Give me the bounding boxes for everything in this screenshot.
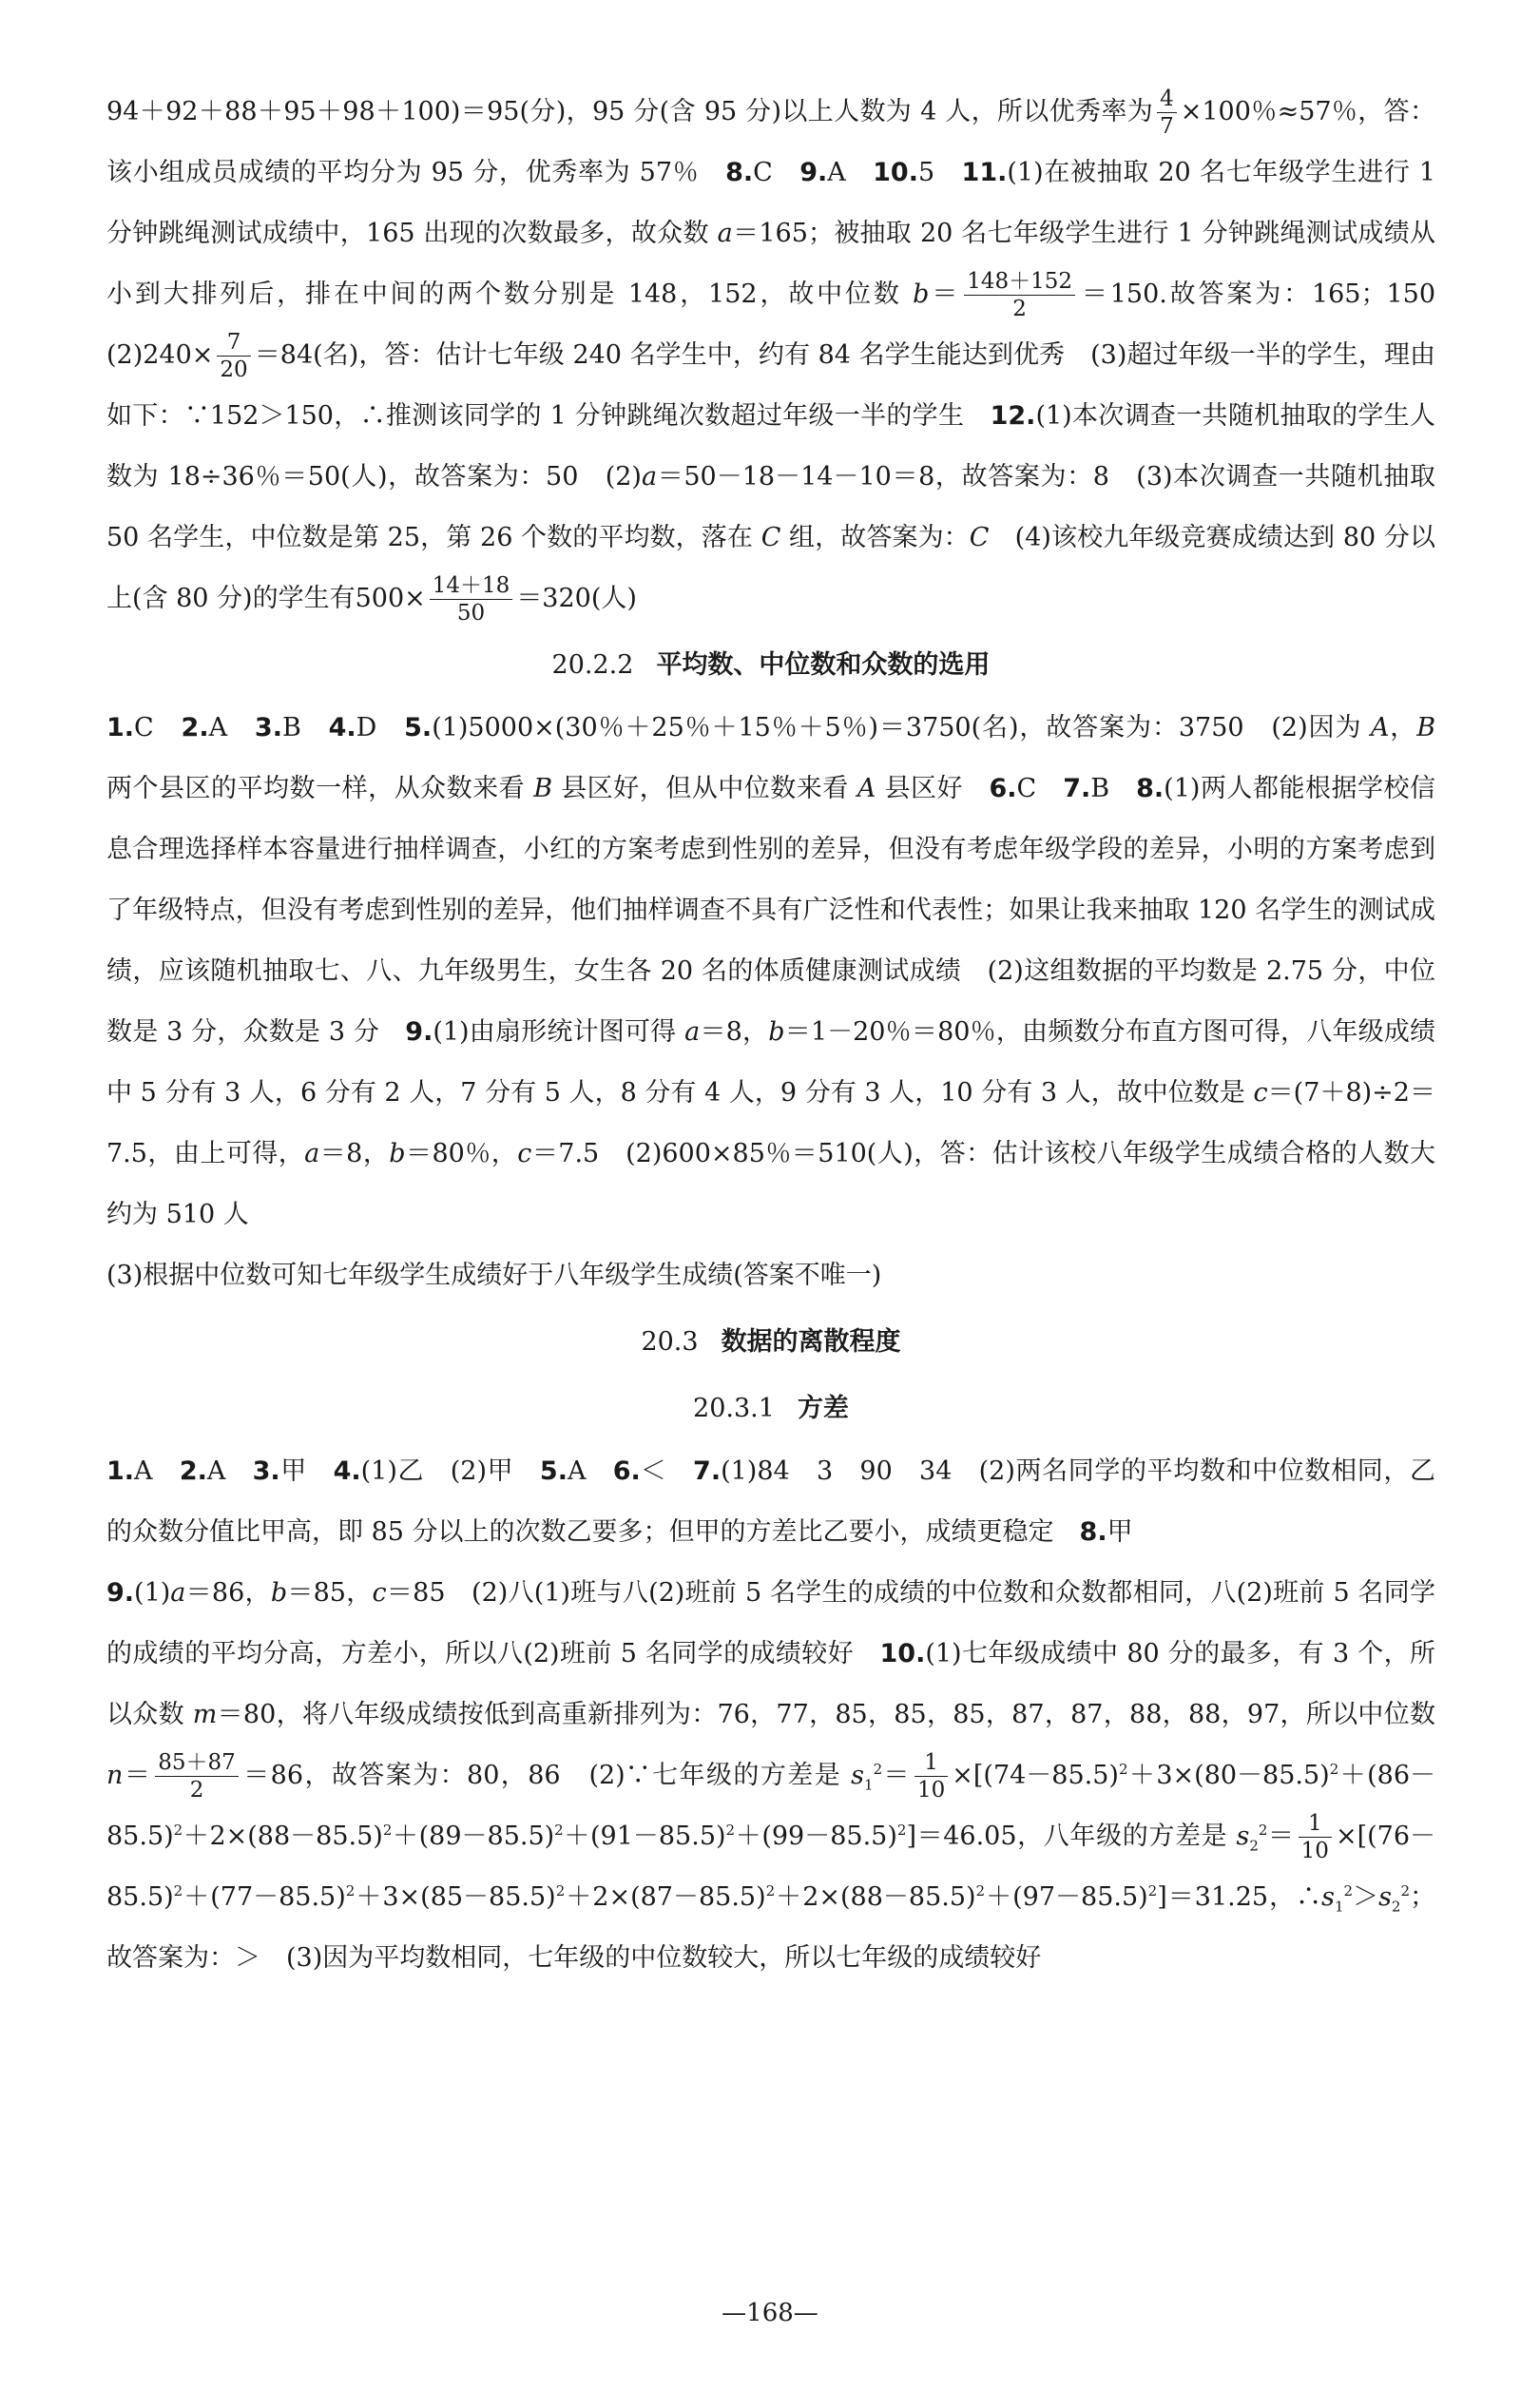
text: ×100％≈ — [1180, 97, 1299, 126]
text: ＋2×(88－85.5) — [183, 1822, 383, 1851]
text: ＝86， — [185, 1578, 271, 1608]
text: 500× — [355, 584, 426, 613]
denominator: 10 — [1300, 1839, 1329, 1863]
question-number: 11. — [961, 158, 1008, 187]
text: ＋(89－85.5) — [392, 1822, 555, 1851]
numerator: 4 — [1157, 86, 1177, 113]
denominator: 2 — [189, 1778, 204, 1803]
question-number: 2. — [181, 713, 209, 742]
text: ＝50－18－14－10＝8，故答案为：8 (3)本次调查一共随机抽取 50 名学生，中位数是第 25，第 26 个数的平均数，落在 — [106, 462, 1436, 552]
superscript: 2 — [765, 1882, 776, 1899]
text: 县区好，但从中位数来看 — [552, 774, 857, 803]
text: ＝ — [929, 280, 961, 309]
answer: C — [1016, 774, 1064, 803]
answer: 甲 — [279, 1456, 334, 1486]
text: (1) — [134, 1578, 171, 1608]
question-number: 10. — [879, 1639, 926, 1668]
text: ＝(7＋8)÷2＝7.5，由上可得， — [106, 1078, 1436, 1168]
question-number: 8. — [725, 158, 754, 187]
text: ＋(97－85.5) — [985, 1882, 1148, 1912]
variance-symbol: s — [1236, 1822, 1250, 1851]
subscript: 1 — [864, 1776, 874, 1794]
text: ]＝46.05，八年级的方差是 — [906, 1822, 1237, 1851]
superscript: 2 — [173, 1822, 183, 1839]
text: ＞ — [1353, 1882, 1379, 1912]
variable: b — [270, 1578, 288, 1608]
answer: A — [208, 713, 255, 742]
section-title: 数据的离散程度 — [721, 1327, 901, 1357]
text: ＋(77－85.5) — [183, 1882, 346, 1912]
answer: C — [134, 713, 182, 742]
variable: a — [304, 1139, 320, 1168]
text: (1)5000×(30％＋25％＋15％＋5％)＝3750(名)，故答案为：3750 (2)因为 — [432, 713, 1371, 742]
section-number: 20.2.2 — [551, 650, 634, 680]
text: ]＝31.25，∴ — [1157, 1882, 1322, 1912]
answer: A — [134, 1456, 180, 1486]
numerator: 7 — [217, 329, 250, 357]
variable: m — [192, 1700, 218, 1729]
superscript: 2 — [1400, 1882, 1411, 1899]
superscript: 2 — [554, 1822, 564, 1839]
question-number: 9. — [405, 1017, 433, 1047]
text: ＝86，故答案为：80，86 (2)∵七年级的方差是 — [241, 1761, 852, 1790]
superscript: 2 — [1118, 1761, 1128, 1778]
answer: B — [281, 713, 329, 742]
text: ＝85 (2)八(1)班与八(2)班前 5 名学生的成绩的中位数和众数都相同，八(2)班前 5 名同学的成绩的平均分高，方差小，所以八(2)班前 5 名同学的成绩较好 — [106, 1578, 1436, 1668]
numerator: 85＋87 — [155, 1749, 239, 1777]
text: ＋3×(80－85.5) — [1127, 1761, 1330, 1790]
variable: B — [1416, 713, 1436, 742]
variable: a — [684, 1017, 701, 1047]
answer: ＜ — [640, 1456, 694, 1486]
fraction — [430, 572, 513, 627]
variable: b — [913, 280, 930, 309]
question-number: 3. — [254, 713, 282, 742]
question-number: 4. — [333, 1456, 361, 1486]
section-number: 20.3.1 — [693, 1394, 775, 1423]
answer: B — [1090, 774, 1137, 803]
text: (1)本次调查一共随机抽取的学生人数为 18÷36％＝50(人)，故答案为：50 (2) — [106, 401, 1435, 492]
question-number: 8. — [1079, 1517, 1107, 1547]
numerator: 1 — [914, 1749, 948, 1777]
question-number: 3. — [252, 1456, 280, 1486]
variable: C — [969, 523, 990, 552]
superscript: 2 — [1329, 1761, 1339, 1778]
subscript: 2 — [1249, 1837, 1259, 1855]
fraction — [1157, 86, 1177, 140]
variance-symbol: s — [851, 1761, 865, 1790]
text: ＝1－20％＝80％，由频数分布直方图可得，八年级成绩中 5 分有 3 人，6 分有 2 人，7 分有 5 人，8 分有 4 人，9 分有 3 人，10 分有 3 人，故中位数是 — [106, 1017, 1436, 1108]
answers-block-20-2-2-end — [106, 1245, 1435, 1306]
denominator: 50 — [456, 601, 486, 626]
section-number: 20.3 — [641, 1327, 699, 1357]
variance-symbol: s — [1321, 1882, 1335, 1912]
variance-symbol: s — [1378, 1882, 1392, 1912]
variable: c — [372, 1578, 387, 1608]
text: (1)两人都能根据学校信息合理选择样本容量进行抽样调查，小红的方案考虑到性别的差异，但没有考虑年级学段的差异，小明的方案考虑到了年级特点，但没有考虑到性别的差异，他们抽样调查不具有广泛性和代表性；如果让我来抽取 120 名学生的测试成绩，应该随机抽取七、八、九年级男生，女生各 20 名的体质健康测试成绩 (2)这组数据的平均数是 2.75 分，中位数是 3 分，众数是 3 分 — [106, 774, 1435, 1047]
variable: a — [170, 1578, 186, 1608]
question-number: 9. — [799, 158, 828, 187]
text: ＝320(人) — [516, 584, 637, 613]
text: ＝7.5 (2)600×85％＝510(人)，答：估计该校八年级学生成绩合格的人数大约为 510 人 — [106, 1139, 1435, 1229]
denominator: 7 — [1160, 114, 1174, 139]
variable: a — [717, 219, 733, 248]
fraction — [964, 268, 1075, 322]
section-heading-20-3-1 — [106, 1379, 1435, 1439]
text: 两个县区的平均数一样，从众数来看 — [106, 774, 534, 803]
superscript: 2 — [173, 1882, 183, 1899]
superscript: 2 — [382, 1822, 393, 1839]
text: ＝ — [882, 1761, 911, 1790]
subscript: 1 — [1334, 1898, 1344, 1916]
superscript: 2 — [555, 1882, 566, 1899]
question-number: 1. — [106, 713, 135, 742]
numerator: 14＋18 — [430, 572, 513, 600]
answer: D — [356, 713, 405, 742]
numerator: 148＋152 — [964, 268, 1075, 296]
question-number: 2. — [179, 1456, 207, 1486]
variable: n — [106, 1761, 124, 1790]
text: ×[(76－85.5) — [106, 1822, 1435, 1912]
denominator: 2 — [1012, 297, 1027, 321]
superscript: 2 — [975, 1882, 986, 1899]
text: ＝ — [1267, 1822, 1295, 1851]
superscript: 2 — [345, 1882, 356, 1899]
question-number: 10. — [873, 158, 918, 187]
fraction — [914, 1749, 948, 1803]
fraction — [217, 329, 250, 383]
section-heading-20-2-2 — [106, 635, 1435, 696]
text: ＋2×(88－85.5) — [775, 1882, 976, 1912]
question-number: 1. — [106, 1456, 135, 1486]
text: ＝80，将八年级成绩按低到高重新排列为：76，77，85，85，85，87，87，88，88，97，所以中位数 — [217, 1700, 1435, 1729]
text: (3)根据中位数可知七年级学生成绩好于八年级学生成绩(答案不唯一) — [106, 1261, 882, 1290]
answer: (1)84 3 90 34 (2)两名同学的平均数和中位数相同，乙的众数分值比甲高，即 85 分以上的次数乙要多；但甲的方差比乙要小，成绩更稳定 — [106, 1456, 1436, 1547]
answer: A — [206, 1456, 253, 1486]
superscript: 2 — [896, 1822, 907, 1839]
variable: B — [533, 774, 553, 803]
text: ＋(99－85.5) — [735, 1822, 897, 1851]
answers-block-20-3-1 — [106, 1441, 1435, 1989]
question-number: 6. — [612, 1456, 641, 1486]
text: (1)七年级成绩中 80 分的最多，有 3 个，所以众数 — [106, 1639, 1435, 1729]
superscript: 2 — [1343, 1882, 1354, 1899]
answers-block-20-2-1 — [106, 82, 1462, 629]
variable: c — [517, 1139, 532, 1168]
question-number: 8. — [1136, 774, 1165, 803]
variable: b — [768, 1017, 785, 1047]
section-title: 平均数、中位数和众数的选用 — [656, 650, 991, 680]
answer: A — [567, 1456, 613, 1486]
text: ；故答案为：＞ (3)因为平均数相同，七年级的中位数较大，所以七年级的成绩较好 — [106, 1882, 1436, 1973]
question-number: 7. — [693, 1456, 722, 1486]
question-number: 6. — [989, 774, 1017, 803]
text: ＝8， — [319, 1139, 390, 1168]
text: (4)该校九年级竞赛成绩达到 80 分以上(含 80 分)的学生有 — [106, 523, 1435, 613]
answer: (1)乙 (2)甲 — [360, 1456, 540, 1486]
text: ， — [1389, 713, 1417, 742]
answer: C — [753, 158, 800, 187]
question-number: 5. — [404, 713, 433, 742]
variable: A — [857, 774, 876, 803]
variable: b — [389, 1139, 406, 1168]
fraction — [155, 1749, 239, 1803]
variable: a — [641, 462, 658, 492]
text: ＝8， — [700, 1017, 769, 1047]
text: ×[(74－85.5) — [952, 1761, 1119, 1790]
variable: C — [760, 523, 781, 552]
variable: c — [1253, 1078, 1268, 1108]
text: 县区好 — [876, 774, 990, 803]
text: ＝ — [123, 1761, 152, 1790]
text: ＝80％， — [405, 1139, 518, 1168]
text: ＋3×(85－85.5) — [355, 1882, 556, 1912]
answers-block-20-2-2 — [106, 698, 1435, 1245]
text: 组，故答案为： — [780, 523, 970, 552]
text: (1)由扇形统计图可得 — [433, 1017, 685, 1047]
denominator: 10 — [916, 1778, 946, 1803]
text: (1)在被抽取 20 名七年级学生进行 1 分钟跳绳测试成绩中，165 出现的次数最多，故众数 — [106, 158, 1435, 248]
question-number: 12. — [990, 401, 1036, 431]
text: ＝84(名)，答：估计七年级 240 名学生中，约有 84 名学生能达到优秀 (3)超过年级一半的学生，理由如下：∵152＞150，∴推测该同学的 1 分钟跳绳次数超过年级一半的学生 — [106, 340, 1435, 431]
fraction — [1299, 1810, 1332, 1864]
answer: 5 — [917, 158, 962, 187]
answer: 甲 — [1107, 1517, 1133, 1547]
text: ＝85， — [287, 1578, 373, 1608]
answer: A — [827, 158, 874, 187]
numerator: 1 — [1299, 1810, 1332, 1838]
superscript: 2 — [1258, 1822, 1268, 1839]
subscript: 2 — [1391, 1898, 1401, 1916]
text: 94＋92＋88＋95＋98＋100)＝95(分)，95 分(含 95 分)以上人数为 4 人，所以优秀率为 — [106, 97, 1154, 126]
superscript: 2 — [873, 1761, 883, 1778]
section-title: 方差 — [797, 1394, 849, 1423]
text: ＋2×(87－85.5) — [565, 1882, 766, 1912]
question-number: 5. — [539, 1456, 568, 1486]
denominator: 20 — [220, 357, 248, 382]
text: ＋(91－85.5) — [563, 1822, 726, 1851]
text: ＝165；被抽取 20 名七年级学生进行 1 分钟跳绳测试成绩从小到大排列后，排在中间的两个数分别是 148，152，故中位数 — [106, 219, 1435, 309]
question-number: 4. — [328, 713, 356, 742]
text: ＝150.故答案为：165；150 (2)240× — [106, 280, 1462, 370]
page-number: —168— — [722, 2299, 818, 2327]
section-heading-20-3 — [106, 1312, 1435, 1373]
question-number: 9. — [106, 1578, 135, 1608]
text: ＋(86－85.5) — [106, 1761, 1435, 1851]
superscript: 2 — [1147, 1882, 1158, 1899]
question-number: 7. — [1063, 774, 1091, 803]
variable: A — [1370, 713, 1390, 742]
text: 57％，答：该小组成员成绩的平均分为 95 分，优秀率为 57％ — [106, 97, 1436, 187]
superscript: 2 — [725, 1822, 736, 1839]
